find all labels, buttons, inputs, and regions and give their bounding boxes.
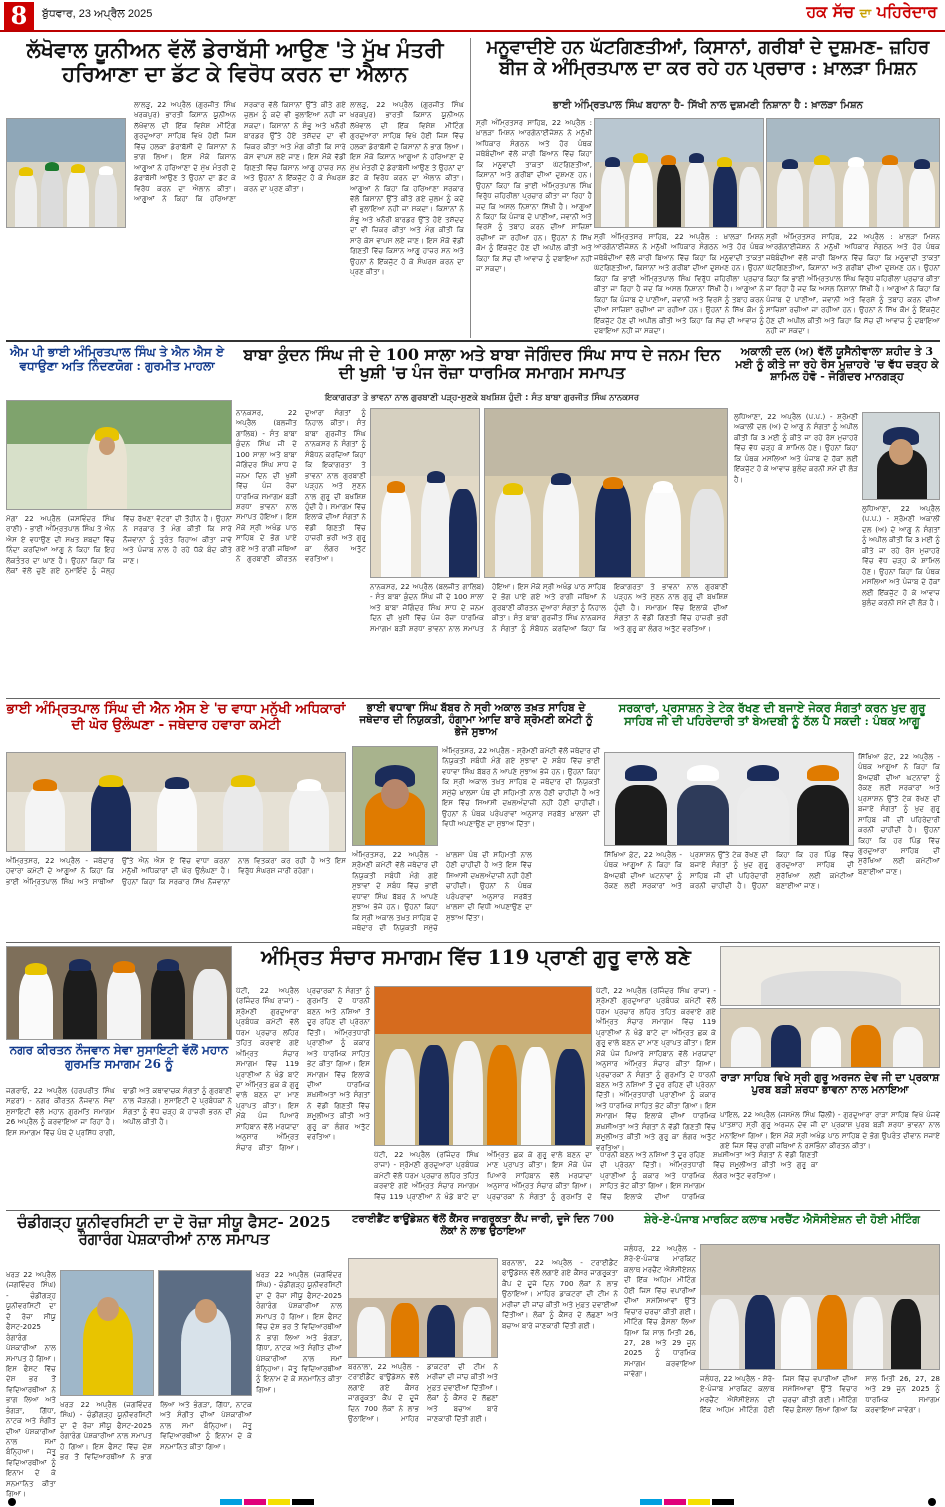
color-swatch (268, 1499, 290, 1505)
color-swatch (292, 1499, 314, 1505)
color-swatch (220, 1499, 242, 1505)
masthead (0, 0, 945, 32)
brand-part3: ਪਹਿਰੇਦਾਰ (876, 2, 937, 21)
article-12-body-bottom: ਖਰੜ 22 ਅਪ੍ਰੈਲ (ਜਗਵਿੰਦਰ ਸਿੰਘ) - ਚੰਡੀਗੜ੍ਹ ਯੂਨੀਵਰਸਿਟੀ ਦਾ ਦੋ ਰੋਜ਼ਾ ਸੀਯੂ ਫੈਸਟ-2025 ਰੰਗਾਰੰਗ ਪੇਸ਼ਕਾਰੀਆਂ ਨਾਲ ਸਮਾਪਤ ਹੋ ਗਿਆ। ਇਸ ਫੈਸਟ ਵਿੱਚ ਦੇਸ਼ ਭਰ ਤੋਂ ਵਿਦਿਆਰਥੀਆਂ ਨੇ ਭਾਗ ਲਿਆ ਅਤੇ ਭੰਗੜਾ, ਗਿੱਧਾ, ਨਾਟਕ ਅਤੇ ਸੰਗੀਤ ਦੀਆਂ ਪੇਸ਼ਕਾਰੀਆਂ ਨਾਲ ਸਮਾਂ ਬੰਨ੍ਹਿਆ। ਜੇਤੂ ਵਿਦਿਆਰਥੀਆਂ ਨੂੰ ਇਨਾਮ ਦੇ ਕੇ ਸਨਮਾਨਿਤ ਕੀਤਾ ਗਿਆ। (60, 1400, 252, 1462)
article-4-photo-1 (370, 408, 480, 578)
article-11-body: ਪਾਇਲ, 22 ਅਪ੍ਰੈਲ (ਜਸਮੇਲ ਸਿੰਘ ਚਿੱਲੀ) - ਗੁਰਦੁਆਰਾ ਰਾੜਾ ਸਾਹਿਬ ਵਿਖੇ ਪੰਜਵੇਂ ਪਾਤਸ਼ਾਹ ਸ੍ਰੀ ਗੁਰੂ ਅਰਜਨ ਦੇਵ ਜੀ ਦਾ ਪ੍ਰਕਾਸ਼ ਪੁਰਬ ਬੜੀ ਸ਼ਰਧਾ ਭਾਵਨਾ ਨਾਲ ਮਨਾਇਆ ਗਿਆ। ਇਸ ਮੌਕੇ ਸ੍ਰੀ ਅਖੰਡ ਪਾਠ ਸਾਹਿਬ ਦੇ ਭੋਗ ਉਪਰੰਤ ਦੀਵਾਨ ਸਜਾਏ ਗਏ ਜਿਸ ਵਿੱਚ ਰਾਗੀ ਜਥਿਆਂ ਨੇ ਰਸਭਿੰਨਾ ਕੀਰਤਨ ਕੀਤਾ। (720, 1110, 940, 1151)
article-6-headline-box (6, 702, 346, 748)
section-divider (6, 1210, 940, 1211)
article-5-headline: ਅਕਾਲੀ ਦਲ (ਅ) ਵੱਲੋਂ ਯੂਸੈਨੀਵਾਲਾ ਸ਼ਹੀਦ ਤੇ 3 ਮਈ ਨੂੰ ਕੀਤੇ ਜਾ ਰਹੇ ਰੋਸ ਮੁਜ਼ਾਹਰੇ 'ਚ ਵੱਧ ਚੜ੍ਹ ਕੇ ਸ਼ਾਮਿਲ ਹੋਵੋ - ਜੋਗਿੰਦਰ ਮਾਨਗੜ੍ਹ (735, 345, 939, 384)
article-11-photo-2 (720, 1008, 940, 1068)
article-2-body-mid: ਸ੍ਰੀ ਅੰਮ੍ਰਿਤਸਰ ਸਾਹਿਬ, 22 ਅਪ੍ਰੈਲ : ਖ਼ਾਲੜਾ ਮਿਸ਼ਨ ਆਰਗੇਨਾਈਜੇਸ਼ਨ ਨੇ ਮਨੁੱਖੀ ਅਧਿਕਾਰ ਸੰਗਠਨ ਅਤੇ ਹੋਰ ਪੰਥਕ ਜਥੇਬੰਦੀਆਂ ਵੱਲੋਂ ਜਾਰੀ ਬਿਆਨ ਵਿੱਚ ਕਿਹਾ ਕਿ ਮਨੂਵਾਦੀ ਤਾਕਤਾਂ ਘੱਟਗਿਣਤੀਆਂ, ਕਿਸਾਨਾਂ ਅਤੇ ਗਰੀਬਾਂ ਦੀਆਂ ਦੁਸ਼ਮਣ ਹਨ। ਉਹਨਾਂ ਕਿਹਾ ਕਿ ਭਾਈ ਅੰਮ੍ਰਿਤਪਾਲ ਸਿੰਘ ਵਿਰੁੱਧ ਜ਼ਹਿਰੀਲਾ ਪ੍ਰਚਾਰ ਕੀਤਾ ਜਾ ਰਿਹਾ ਹੈ ਜਦ ਕਿ ਅਸਲ ਨਿਸ਼ਾਨਾ ਸਿੱਖੀ ਹੈ। ਆਗੂਆਂ ਨੇ ਕਿਹਾ ਕਿ ਪੰਜਾਬ ਦੇ ਪਾਣੀਆਂ, ਜਵਾਨੀ ਅਤੇ ਵਿਰਸੇ ਨੂੰ ਤਬਾਹ ਕਰਨ ਦੀਆਂ ਸਾਜ਼ਿਸ਼ਾਂ ਰਚੀਆਂ ਜਾ ਰਹੀਆਂ ਹਨ। ਉਹਨਾਂ ਨੇ ਸਿੱਖ ਕੌਮ ਨੂੰ ਇੱਕਜੁੱਟ ਹੋਣ ਦੀ ਅਪੀਲ ਕੀਤੀ ਅਤੇ ਕਿਹਾ ਕਿ ਸੱਚ ਦੀ ਆਵਾਜ਼ ਨੂੰ ਦਬਾਇਆ ਨਹੀਂ ਜਾ ਸਕਦਾ। (594, 232, 764, 335)
article-1-headline-box (6, 38, 464, 100)
article-5-body-cont: ਲੁਧਿਆਣਾ, 22 ਅਪ੍ਰੈਲ (ਪ.ਪ.) - ਸ਼੍ਰੋਮਣੀ ਅਕਾਲੀ ਦਲ (ਅ) ਦੇ ਆਗੂ ਨੇ ਸੰਗਤਾਂ ਨੂੰ ਅਪੀਲ ਕੀਤੀ ਕਿ 3 ਮਈ ਨੂੰ ਕੀਤੇ ਜਾ ਰਹੇ ਰੋਸ ਮੁਜ਼ਾਹਰੇ ਵਿੱਚ ਵੱਧ ਚੜ੍ਹ ਕੇ ਸ਼ਾਮਿਲ ਹੋਣ। ਉਹਨਾਂ ਕਿਹਾ ਕਿ ਪੰਥਕ ਮਸਲਿਆਂ ਅਤੇ ਪੰਜਾਬ ਦੇ ਹੱਕਾਂ ਲਈ ਇੱਕਜੁੱਟ ਹੋ ਕੇ ਆਵਾਜ਼ ਬੁਲੰਦ ਕਰਨੀ ਸਮੇਂ ਦੀ ਲੋੜ ਹੈ। (862, 504, 940, 607)
article-10-headline-box (6, 1044, 232, 1084)
brand-part1: ਹਕ ਸੱਚ (806, 2, 855, 21)
article-3-headline-box (6, 346, 228, 398)
article-4-body-bottom: ਨਾਨਕਸਰ, 22 ਅਪ੍ਰੈਲ (ਬਲਜੀਤ ਗਾਲਿਬ) - ਸੰਤ ਬਾਬਾ ਕੁੰਦਨ ਸਿੰਘ ਜੀ ਦੇ 100 ਸਾਲਾ ਅਤੇ ਬਾਬਾ ਜੋਗਿੰਦਰ ਸਿੰਘ ਸਾਧ ਦੇ ਜਨਮ ਦਿਨ ਦੀ ਖੁਸ਼ੀ ਵਿੱਚ ਪੰਜ ਰੋਜ਼ਾ ਧਾਰਮਿਕ ਸਮਾਗਮ ਬੜੀ ਸ਼ਰਧਾ ਭਾਵਨਾ ਨਾਲ ਸਮਾਪਤ ਹੋਇਆ। ਇਸ ਮੌਕੇ ਸ੍ਰੀ ਅਖੰਡ ਪਾਠ ਸਾਹਿਬ ਦੇ ਭੋਗ ਪਾਏ ਗਏ ਅਤੇ ਰਾਗੀ ਜਥਿਆਂ ਨੇ ਗੁਰਬਾਣੀ ਕੀਰਤਨ ਦੁਆਰਾ ਸੰਗਤਾਂ ਨੂੰ ਨਿਹਾਲ ਕੀਤਾ। ਸੰਤ ਬਾਬਾ ਗੁਰਜੀਤ ਸਿੰਘ ਨਾਨਕਸਰ ਨੇ ਸੰਗਤਾਂ ਨੂੰ ਸੰਬੋਧਨ ਕਰਦਿਆਂ ਕਿਹਾ ਕਿ ਇਕਾਗਰਤਾ ਤੇ ਭਾਵਨਾ ਨਾਲ ਗੁਰਬਾਣੀ ਪੜ੍ਹਨ ਅਤੇ ਸੁਣਨ ਨਾਲ ਗੁਰੂ ਦੀ ਬਖਸ਼ਿਸ਼ ਹੁੰਦੀ ਹੈ। ਸਮਾਗਮ ਵਿੱਚ ਇਲਾਕੇ ਦੀਆਂ ਸੰਗਤਾਂ ਨੇ ਵੱਡੀ ਗਿਣਤੀ ਵਿੱਚ ਹਾਜ਼ਰੀ ਭਰੀ ਅਤੇ ਗੁਰੂ ਕਾ ਲੰਗਰ ਅਤੁੱਟ ਵਰਤਿਆ। (370, 582, 728, 633)
article-10-photo (6, 946, 232, 1040)
color-swatch (688, 1499, 710, 1505)
article-1-body-cont: ਲਾਲੜੂ, 22 ਅਪ੍ਰੈਲ (ਗੁਰਜੀਤ ਸਿੰਘ ਖਰਕਪੁਰ) ਭਾਰਤੀ ਕਿਸਾਨ ਯੂਨੀਅਨ ਲੱਖੋਵਾਲ ਦੀ ਇੱਕ ਵਿਸ਼ੇਸ਼ ਮੀਟਿੰਗ ਗੁਰਦੁਆਰਾ ਸਾਹਿਬ ਵਿਖੇ ਹੋਈ ਜਿਸ ਵਿੱਚ ਹਲਕਾ ਡੇਰਾਬੱਸੀ ਦੇ ਕਿਸਾਨਾਂ ਨੇ ਭਾਗ ਲਿਆ। ਇਸ ਮੌਕੇ ਕਿਸਾਨ ਆਗੂਆਂ ਨੇ ਹਰਿਆਣਾ ਦੇ ਮੁੱਖ ਮੰਤਰੀ ਦੇ ਡੇਰਾਬੱਸੀ ਆਉਣ ਤੇ ਉਹਨਾਂ ਦਾ ਡੱਟ ਕੇ ਵਿਰੋਧ ਕਰਨ ਦਾ ਐਲਾਨ ਕੀਤਾ। ਆਗੂਆਂ ਨੇ ਕਿਹਾ ਕਿ ਹਰਿਆਣਾ ਸਰਕਾਰ ਵੱਲੋਂ ਕਿਸਾਨਾਂ ਉੱਤੇ ਕੀਤੇ ਗਏ ਜ਼ੁਲਮ ਨੂੰ ਕਦੇ ਵੀ ਭੁਲਾਇਆ ਨਹੀਂ ਜਾ ਸਕਦਾ। ਕਿਸਾਨਾਂ ਨੇ ਸ਼ੰਭੂ ਅਤੇ ਖਨੌਰੀ ਬਾਰਡਰ ਉੱਤੇ ਹੋਏ ਤਸ਼ੱਦਦ ਦਾ ਵੀ ਜ਼ਿਕਰ ਕੀਤਾ ਅਤੇ ਮੰਗ ਕੀਤੀ ਕਿ ਸਾਰੇ ਕੇਸ ਵਾਪਸ ਲਏ ਜਾਣ। ਇਸ ਮੌਕੇ ਵੱਡੀ ਗਿਣਤੀ ਵਿੱਚ ਕਿਸਾਨ ਆਗੂ ਹਾਜ਼ਰ ਸਨ ਅਤੇ ਉਹਨਾਂ ਨੇ ਇੱਕਜੁੱਟ ਹੋ ਕੇ ਸੰਘਰਸ਼ ਕਰਨ ਦਾ ਪ੍ਰਣ ਕੀਤਾ। (350, 100, 464, 276)
article-12-photo-2 (158, 1270, 252, 1396)
article-5-photo (862, 412, 940, 500)
article-9-body-left: ਪੱਟੀ, 22 ਅਪ੍ਰੈਲ (ਰਜਿੰਦਰ ਸਿੰਘ ਰਾਜਾ) - ਸ਼੍ਰੋਮਣੀ ਗੁਰਦੁਆਰਾ ਪ੍ਰਬੰਧਕ ਕਮੇਟੀ ਵੱਲੋਂ ਧਰਮ ਪ੍ਰਚਾਰ ਲਹਿਰ ਤਹਿਤ ਕਰਵਾਏ ਗਏ ਅੰਮ੍ਰਿਤ ਸੰਚਾਰ ਸਮਾਗਮ ਵਿੱਚ 119 ਪ੍ਰਾਣੀਆਂ ਨੇ ਖੰਡੇ ਬਾਟੇ ਦਾ ਅੰਮ੍ਰਿਤ ਛਕ ਕੇ ਗੁਰੂ ਵਾਲੇ ਬਣਨ ਦਾ ਮਾਣ ਪ੍ਰਾਪਤ ਕੀਤਾ। ਇਸ ਮੌਕੇ ਪੰਜ ਪਿਆਰੇ ਸਾਹਿਬਾਨ ਵੱਲੋਂ ਮਰਯਾਦਾ ਅਨੁਸਾਰ ਅੰਮ੍ਰਿਤ ਸੰਚਾਰ ਕੀਤਾ ਗਿਆ। ਪ੍ਰਚਾਰਕਾਂ ਨੇ ਸੰਗਤਾਂ ਨੂੰ ਗੁਰਮਤਿ ਦੇ ਧਾਰਨੀ ਬਣਨ ਅਤੇ ਨਸ਼ਿਆਂ ਤੋਂ ਦੂਰ ਰਹਿਣ ਦੀ ਪ੍ਰੇਰਨਾ ਦਿੱਤੀ। ਅੰਮ੍ਰਿਤਧਾਰੀ ਪ੍ਰਾਣੀਆਂ ਨੂੰ ਕਕਾਰ ਅਤੇ ਧਾਰਮਿਕ ਸਾਹਿਤ ਭੇਟ ਕੀਤਾ ਗਿਆ। ਇਸ ਸਮਾਗਮ ਵਿੱਚ ਇਲਾਕੇ ਦੀਆਂ ਧਾਰਮਿਕ ਸ਼ਖ਼ਸੀਅਤਾਂ ਅਤੇ ਸੰਗਤਾਂ ਨੇ ਵੱਡੀ ਗਿਣਤੀ ਵਿੱਚ ਸ਼ਮੂਲੀਅਤ ਕੀਤੀ ਅਤੇ ਗੁਰੂ ਕਾ ਲੰਗਰ ਅਤੁੱਟ ਵਰਤਿਆ। (236, 986, 370, 1152)
article-1-body: ਲਾਲੜੂ, 22 ਅਪ੍ਰੈਲ (ਗੁਰਜੀਤ ਸਿੰਘ ਖਰਕਪੁਰ) ਭਾਰਤੀ ਕਿਸਾਨ ਯੂਨੀਅਨ ਲੱਖੋਵਾਲ ਦੀ ਇੱਕ ਵਿਸ਼ੇਸ਼ ਮੀਟਿੰਗ ਗੁਰਦੁਆਰਾ ਸਾਹਿਬ ਵਿਖੇ ਹੋਈ ਜਿਸ ਵਿੱਚ ਹਲਕਾ ਡੇਰਾਬੱਸੀ ਦੇ ਕਿਸਾਨਾਂ ਨੇ ਭਾਗ ਲਿਆ। ਇਸ ਮੌਕੇ ਕਿਸਾਨ ਆਗੂਆਂ ਨੇ ਹਰਿਆਣਾ ਦੇ ਮੁੱਖ ਮੰਤਰੀ ਦੇ ਡੇਰਾਬੱਸੀ ਆਉਣ ਤੇ ਉਹਨਾਂ ਦਾ ਡੱਟ ਕੇ ਵਿਰੋਧ ਕਰਨ ਦਾ ਐਲਾਨ ਕੀਤਾ। ਆਗੂਆਂ ਨੇ ਕਿਹਾ ਕਿ ਹਰਿਆਣਾ ਸਰਕਾਰ ਵੱਲੋਂ ਕਿਸਾਨਾਂ ਉੱਤੇ ਕੀਤੇ ਗਏ ਜ਼ੁਲਮ ਨੂੰ ਕਦੇ ਵੀ ਭੁਲਾਇਆ ਨਹੀਂ ਜਾ ਸਕਦਾ। ਕਿਸਾਨਾਂ ਨੇ ਸ਼ੰਭੂ ਅਤੇ ਖਨੌਰੀ ਬਾਰਡਰ ਉੱਤੇ ਹੋਏ ਤਸ਼ੱਦਦ ਦਾ ਵੀ ਜ਼ਿਕਰ ਕੀਤਾ ਅਤੇ ਮੰਗ ਕੀਤੀ ਕਿ ਸਾਰੇ ਕੇਸ ਵਾਪਸ ਲਏ ਜਾਣ। ਇਸ ਮੌਕੇ ਵੱਡੀ ਗਿਣਤੀ ਵਿੱਚ ਕਿਸਾਨ ਆਗੂ ਹਾਜ਼ਰ ਸਨ ਅਤੇ ਉਹਨਾਂ ਨੇ ਇੱਕਜੁੱਟ ਹੋ ਕੇ ਸੰਘਰਸ਼ ਕਰਨ ਦਾ ਪ੍ਰਣ ਕੀਤਾ। (134, 100, 346, 203)
article-2-photo-2 (766, 118, 940, 228)
article-7-body-left: ਅੰਮ੍ਰਿਤਸਰ, 22 ਅਪ੍ਰੈਲ - ਸ਼੍ਰੋਮਣੀ ਕਮੇਟੀ ਵੱਲੋਂ ਜਥੇਦਾਰ ਦੀ ਨਿਯੁਕਤੀ ਸਬੰਧੀ ਮੰਗੇ ਗਏ ਸੁਝਾਵਾਂ ਦੇ ਸਬੰਧ ਵਿੱਚ ਭਾਈ ਵਧਾਵਾ ਸਿੰਘ ਬੱਬਰ ਨੇ ਆਪਣੇ ਸੁਝਾਅ ਭੇਜੇ ਹਨ। ਉਹਨਾਂ ਕਿਹਾ ਕਿ ਸ੍ਰੀ ਅਕਾਲ ਤਖ਼ਤ ਸਾਹਿਬ ਦੇ ਜਥੇਦਾਰ ਦੀ ਨਿਯੁਕਤੀ ਸਮੁੱਚੇ ਖ਼ਾਲਸਾ ਪੰਥ ਦੀ ਸਹਿਮਤੀ ਨਾਲ ਹੋਣੀ ਚਾਹੀਦੀ ਹੈ ਅਤੇ ਇਸ ਵਿੱਚ ਸਿਆਸੀ ਦਖ਼ਲਅੰਦਾਜ਼ੀ ਨਹੀਂ ਹੋਣੀ ਚਾਹੀਦੀ। ਉਹਨਾਂ ਨੇ ਪੰਥਕ ਪਰੰਪਰਾਵਾਂ ਅਨੁਸਾਰ ਸਰਬੱਤ ਖ਼ਾਲਸਾ ਦੀ ਵਿਧੀ ਅਪਣਾਉਣ ਦਾ ਸੁਝਾਅ ਦਿੱਤਾ। (352, 850, 532, 933)
article-12-photo-1 (60, 1270, 154, 1396)
article-7-body-right: ਅੰਮ੍ਰਿਤਸਰ, 22 ਅਪ੍ਰੈਲ - ਸ਼੍ਰੋਮਣੀ ਕਮੇਟੀ ਵੱਲੋਂ ਜਥੇਦਾਰ ਦੀ ਨਿਯੁਕਤੀ ਸਬੰਧੀ ਮੰਗੇ ਗਏ ਸੁਝਾਵਾਂ ਦੇ ਸਬੰਧ ਵਿੱਚ ਭਾਈ ਵਧਾਵਾ ਸਿੰਘ ਬੱਬਰ ਨੇ ਆਪਣੇ ਸੁਝਾਅ ਭੇਜੇ ਹਨ। ਉਹਨਾਂ ਕਿਹਾ ਕਿ ਸ੍ਰੀ ਅਕਾਲ ਤਖ਼ਤ ਸਾਹਿਬ ਦੇ ਜਥੇਦਾਰ ਦੀ ਨਿਯੁਕਤੀ ਸਮੁੱਚੇ ਖ਼ਾਲਸਾ ਪੰਥ ਦੀ ਸਹਿਮਤੀ ਨਾਲ ਹੋਣੀ ਚਾਹੀਦੀ ਹੈ ਅਤੇ ਇਸ ਵਿੱਚ ਸਿਆਸੀ ਦਖ਼ਲਅੰਦਾਜ਼ੀ ਨਹੀਂ ਹੋਣੀ ਚਾਹੀਦੀ। ਉਹਨਾਂ ਨੇ ਪੰਥਕ ਪਰੰਪਰਾਵਾਂ ਅਨੁਸਾਰ ਸਰਬੱਤ ਖ਼ਾਲਸਾ ਦੀ ਵਿਧੀ ਅਪਣਾਉਣ ਦਾ ਸੁਝਾਅ ਦਿੱਤਾ। (442, 746, 600, 829)
print-registration-marks (0, 1497, 945, 1507)
brand-part2: ਦਾ (859, 6, 872, 20)
article-7-headline: ਭਾਈ ਵਧਾਵਾ ਸਿੰਘ ਬੱਬਰ ਨੇ ਸ੍ਰੀ ਅਕਾਲ ਤਖ਼ਤ ਸਾਹਿਬ ਦੇ ਜਥੇਦਾਰ ਦੀ ਨਿਯੁਕਤੀ, ਹੰਗਾਮਾ ਆਦਿ ਬਾਰੇ ਸ਼੍ਰੋਮਣੀ ਕਮੇਟੀ ਨੂੰ ਭੇਜੇ ਸੁਝਾਅ (359, 702, 593, 739)
article-8-body-right: ਸਿੱਖਿਆ ਫ਼ੇਟ, 22 ਅਪ੍ਰੈਲ - ਪੰਥਕ ਆਗੂਆਂ ਨੇ ਕਿਹਾ ਕਿ ਬੇਅਦਬੀ ਦੀਆਂ ਘਟਨਾਵਾਂ ਨੂੰ ਰੋਕਣ ਲਈ ਸਰਕਾਰਾਂ ਅਤੇ ਪ੍ਰਸਾਸ਼ਨ ਉੱਤੇ ਟੇਕ ਰੱਖਣ ਦੀ ਬਜਾਏ ਸੰਗਤਾਂ ਨੂੰ ਖੁਦ ਗੁਰੂ ਸਾਹਿਬ ਜੀ ਦੀ ਪਹਿਰੇਦਾਰੀ ਕਰਨੀ ਚਾਹੀਦੀ ਹੈ। ਉਹਨਾਂ ਕਿਹਾ ਕਿ ਹਰ ਪਿੰਡ ਵਿੱਚ ਗੁਰਦੁਆਰਾ ਸਾਹਿਬ ਦੀ ਸੁਰੱਖਿਆ ਲਈ ਕਮੇਟੀਆਂ ਬਣਾਈਆਂ ਜਾਣ। (858, 752, 940, 876)
page-date: ਬੁੱਧਵਾਰ, 23 ਅਪ੍ਰੈਲ 2025 (42, 8, 153, 20)
article-14-photo (700, 1244, 940, 1370)
article-4-headline-box (236, 346, 728, 392)
color-swatch (712, 1499, 734, 1505)
article-8-headline-box (604, 702, 940, 748)
article-2-subhead: ਭਾਈ ਅੰਮ੍ਰਿਤਪਾਲ ਸਿੰਘ ਬਹਾਨਾ ਹੈ- ਸਿੱਖੀ ਨਾਲ ਦੁਸ਼ਮਣੀ ਨਿਸ਼ਾਨਾ ਹੈ : ਖ਼ਾਲੜਾ ਮਿਸ਼ਨ (553, 100, 863, 111)
article-2-headline-box (476, 38, 940, 100)
color-swatch (640, 1499, 662, 1505)
article-2-body-left: ਸ੍ਰੀ ਅੰਮ੍ਰਿਤਸਰ ਸਾਹਿਬ, 22 ਅਪ੍ਰੈਲ : ਖ਼ਾਲੜਾ ਮਿਸ਼ਨ ਆਰਗੇਨਾਈਜੇਸ਼ਨ ਨੇ ਮਨੁੱਖੀ ਅਧਿਕਾਰ ਸੰਗਠਨ ਅਤੇ ਹੋਰ ਪੰਥਕ ਜਥੇਬੰਦੀਆਂ ਵੱਲੋਂ ਜਾਰੀ ਬਿਆਨ ਵਿੱਚ ਕਿਹਾ ਕਿ ਮਨੂਵਾਦੀ ਤਾਕਤਾਂ ਘੱਟਗਿਣਤੀਆਂ, ਕਿਸਾਨਾਂ ਅਤੇ ਗਰੀਬਾਂ ਦੀਆਂ ਦੁਸ਼ਮਣ ਹਨ। ਉਹਨਾਂ ਕਿਹਾ ਕਿ ਭਾਈ ਅੰਮ੍ਰਿਤਪਾਲ ਸਿੰਘ ਵਿਰੁੱਧ ਜ਼ਹਿਰੀਲਾ ਪ੍ਰਚਾਰ ਕੀਤਾ ਜਾ ਰਿਹਾ ਹੈ ਜਦ ਕਿ ਅਸਲ ਨਿਸ਼ਾਨਾ ਸਿੱਖੀ ਹੈ। ਆਗੂਆਂ ਨੇ ਕਿਹਾ ਕਿ ਪੰਜਾਬ ਦੇ ਪਾਣੀਆਂ, ਜਵਾਨੀ ਅਤੇ ਵਿਰਸੇ ਨੂੰ ਤਬਾਹ ਕਰਨ ਦੀਆਂ ਸਾਜ਼ਿਸ਼ਾਂ ਰਚੀਆਂ ਜਾ ਰਹੀਆਂ ਹਨ। ਉਹਨਾਂ ਨੇ ਸਿੱਖ ਕੌਮ ਨੂੰ ਇੱਕਜੁੱਟ ਹੋਣ ਦੀ ਅਪੀਲ ਕੀਤੀ ਅਤੇ ਕਿਹਾ ਕਿ ਸੱਚ ਦੀ ਆਵਾਜ਼ ਨੂੰ ਦਬਾਇਆ ਨਹੀਂ ਜਾ ਸਕਦਾ। (476, 118, 592, 274)
article-3-body: ਮੋਗਾ 22 ਅਪ੍ਰੈਲ (ਜਸਵਿੰਦਰ ਸਿੰਘ ਰਾਣੀ) - ਭਾਈ ਅੰਮ੍ਰਿਤਪਾਲ ਸਿੰਘ ਤੇ ਐਨ ਐਸ ਏ ਵਧਾਉਣ ਦੀ ਸਖ਼ਤ ਸ਼ਬਦਾਂ ਵਿੱਚ ਨਿੰਦਾ ਕਰਦਿਆਂ ਆਗੂ ਨੇ ਕਿਹਾ ਕਿ ਇਹ ਲੋਕਤੰਤਰ ਦਾ ਘਾਣ ਹੈ। ਉਹਨਾਂ ਕਿਹਾ ਕਿ ਲੋਕਾਂ ਵੱਲੋਂ ਚੁਣੇ ਗਏ ਨੁਮਾਇੰਦੇ ਨੂੰ ਜੇਲ੍ਹ ਵਿੱਚ ਰੱਖਣਾ ਵੋਟਰਾਂ ਦੀ ਤੌਹੀਨ ਹੈ। ਉਹਨਾਂ ਨੇ ਸਰਕਾਰ ਤੋਂ ਮੰਗ ਕੀਤੀ ਕਿ ਸਾਰੇ ਨੌਜਵਾਨਾਂ ਨੂੰ ਤੁਰੰਤ ਰਿਹਾਅ ਕੀਤਾ ਜਾਵੇ ਅਤੇ ਪੰਜਾਬ ਨਾਲ ਹੋ ਰਹੇ ਧੱਕੇ ਬੰਦ ਕੀਤੇ ਜਾਣ। (6, 514, 232, 576)
article-13-body-right: ਬਰਨਾਲਾ, 22 ਅਪ੍ਰੈਲ - ਟਰਾਈਡੈਂਟ ਫਾਊਂਡੇਸ਼ਨ ਵੱਲੋਂ ਲਗਾਏ ਗਏ ਕੈਂਸਰ ਜਾਗਰੂਕਤਾ ਕੈਂਪ ਦੇ ਦੂਜੇ ਦਿਨ 700 ਲੋਕਾਂ ਨੇ ਲਾਭ ਉਠਾਇਆ। ਮਾਹਿਰ ਡਾਕਟਰਾਂ ਦੀ ਟੀਮ ਨੇ ਮਰੀਜ਼ਾਂ ਦੀ ਜਾਂਚ ਕੀਤੀ ਅਤੇ ਮੁਫ਼ਤ ਦਵਾਈਆਂ ਦਿੱਤੀਆਂ। ਲੋਕਾਂ ਨੂੰ ਕੈਂਸਰ ਦੇ ਲੱਛਣਾਂ ਅਤੇ ਬਚਾਅ ਬਾਰੇ ਜਾਣਕਾਰੀ ਦਿੱਤੀ ਗਈ। (502, 1258, 618, 1330)
article-10-body: ਜਗਰਾਓਂ, 22 ਅਪ੍ਰੈਲ (ਹਰਪਰੀਤ ਸਿੰਘ ਸਫ਼ਰਾ) - ਨਗਰ ਕੀਰਤਨ ਨੌਜਵਾਨ ਸੇਵਾ ਸੁਸਾਇਟੀ ਵੱਲੋਂ ਮਹਾਨ ਗੁਰਮਤਿ ਸਮਾਗਮ 26 ਅਪ੍ਰੈਲ ਨੂੰ ਕਰਵਾਇਆ ਜਾ ਰਿਹਾ ਹੈ। ਇਸ ਸਮਾਗਮ ਵਿੱਚ ਪੰਥ ਦੇ ਪ੍ਰਸਿੱਧ ਰਾਗੀ, ਢਾਡੀ ਅਤੇ ਕਥਾਵਾਚਕ ਸੰਗਤਾਂ ਨੂੰ ਗੁਰਬਾਣੀ ਨਾਲ ਜੋੜਨਗੇ। ਸੁਸਾਇਟੀ ਦੇ ਪ੍ਰਬੰਧਕਾਂ ਨੇ ਸੰਗਤਾਂ ਨੂੰ ਵੱਧ ਚੜ੍ਹ ਕੇ ਹਾਜ਼ਰੀ ਭਰਨ ਦੀ ਅਪੀਲ ਕੀਤੀ ਹੈ। (6, 1086, 232, 1137)
article-13-headline: ਟਰਾਈਡੈਂਟ ਫਾਊਂਡੇਸ਼ਨ ਵੱਲੋਂ ਕੈਂਸਰ ਜਾਗਰੂਕਤਾ ਕੈਂਪ ਜਾਰੀ, ਦੂਜੇ ਦਿਨ 700 ਲੋਕਾਂ ਨੇ ਲਾਭ ਉਠਾਇਆ (352, 1214, 614, 1237)
article-8-photos (604, 752, 854, 846)
color-swatch (664, 1499, 686, 1505)
article-2-headline: ਮਨੂਵਾਦੀਏ ਹਨ ਘੱਟਗਿਣਤੀਆਂ, ਕਿਸਾਨਾਂ, ਗਰੀਬਾਂ ਦੇ ਦੁਸ਼ਮਣ- ਜ਼ਹਿਰ ਬੀਜ ਕੇ ਅੰਮ੍ਰਿਤਪਾਲ ਦਾ ਕਰ ਰਹੇ ਹਨ ਪ੍ਰਚਾਰ : ਖ਼ਾਲੜਾ ਮਿਸ਼ਨ (486, 37, 930, 79)
article-6-headline: ਭਾਈ ਅੰਮ੍ਰਿਤਪਾਲ ਸਿੰਘ ਦੀ ਐਨ ਐਸ ਏ 'ਚ ਵਾਧਾ ਮਨੁੱਖੀ ਅਧਿਕਾਰਾਂ ਦੀ ਘੋਰ ਉਲੰਘਣਾ - ਜਥੇਦਾਰ ਹਵਾਰਾ ਕਮੇਟੀ (6, 701, 346, 733)
registration-mark (928, 1498, 936, 1506)
article-10-headline: ਨਗਰ ਕੀਰਤਨ ਨੌਜਵਾਨ ਸੇਵਾ ਸੁਸਾਇਟੀ ਵੱਲੋਂ ਮਹਾਨ ਗੁਰਮਤਿ ਸਮਾਗਮ 26 ਨੂੰ (9, 1043, 229, 1071)
newspaper-logo (806, 2, 937, 22)
section-divider (6, 698, 940, 699)
article-11-photo-1 (720, 946, 940, 1006)
article-4-body-left: ਨਾਨਕਸਰ, 22 ਅਪ੍ਰੈਲ (ਬਲਜੀਤ ਗਾਲਿਬ) - ਸੰਤ ਬਾਬਾ ਕੁੰਦਨ ਸਿੰਘ ਜੀ ਦੇ 100 ਸਾਲਾ ਅਤੇ ਬਾਬਾ ਜੋਗਿੰਦਰ ਸਿੰਘ ਸਾਧ ਦੇ ਜਨਮ ਦਿਨ ਦੀ ਖੁਸ਼ੀ ਵਿੱਚ ਪੰਜ ਰੋਜ਼ਾ ਧਾਰਮਿਕ ਸਮਾਗਮ ਬੜੀ ਸ਼ਰਧਾ ਭਾਵਨਾ ਨਾਲ ਸਮਾਪਤ ਹੋਇਆ। ਇਸ ਮੌਕੇ ਸ੍ਰੀ ਅਖੰਡ ਪਾਠ ਸਾਹਿਬ ਦੇ ਭੋਗ ਪਾਏ ਗਏ ਅਤੇ ਰਾਗੀ ਜਥਿਆਂ ਨੇ ਗੁਰਬਾਣੀ ਕੀਰਤਨ ਦੁਆਰਾ ਸੰਗਤਾਂ ਨੂੰ ਨਿਹਾਲ ਕੀਤਾ। ਸੰਤ ਬਾਬਾ ਗੁਰਜੀਤ ਸਿੰਘ ਨਾਨਕਸਰ ਨੇ ਸੰਗਤਾਂ ਨੂੰ ਸੰਬੋਧਨ ਕਰਦਿਆਂ ਕਿਹਾ ਕਿ ਇਕਾਗਰਤਾ ਤੇ ਭਾਵਨਾ ਨਾਲ ਗੁਰਬਾਣੀ ਪੜ੍ਹਨ ਅਤੇ ਸੁਣਨ ਨਾਲ ਗੁਰੂ ਦੀ ਬਖਸ਼ਿਸ਼ ਹੁੰਦੀ ਹੈ। ਸਮਾਗਮ ਵਿੱਚ ਇਲਾਕੇ ਦੀਆਂ ਸੰਗਤਾਂ ਨੇ ਵੱਡੀ ਗਿਣਤੀ ਵਿੱਚ ਹਾਜ਼ਰੀ ਭਰੀ ਅਤੇ ਗੁਰੂ ਕਾ ਲੰਗਰ ਅਤੁੱਟ ਵਰਤਿਆ। (236, 408, 366, 564)
article-9-body-right: ਪੱਟੀ, 22 ਅਪ੍ਰੈਲ (ਰਜਿੰਦਰ ਸਿੰਘ ਰਾਜਾ) - ਸ਼੍ਰੋਮਣੀ ਗੁਰਦੁਆਰਾ ਪ੍ਰਬੰਧਕ ਕਮੇਟੀ ਵੱਲੋਂ ਧਰਮ ਪ੍ਰਚਾਰ ਲਹਿਰ ਤਹਿਤ ਕਰਵਾਏ ਗਏ ਅੰਮ੍ਰਿਤ ਸੰਚਾਰ ਸਮਾਗਮ ਵਿੱਚ 119 ਪ੍ਰਾਣੀਆਂ ਨੇ ਖੰਡੇ ਬਾਟੇ ਦਾ ਅੰਮ੍ਰਿਤ ਛਕ ਕੇ ਗੁਰੂ ਵਾਲੇ ਬਣਨ ਦਾ ਮਾਣ ਪ੍ਰਾਪਤ ਕੀਤਾ। ਇਸ ਮੌਕੇ ਪੰਜ ਪਿਆਰੇ ਸਾਹਿਬਾਨ ਵੱਲੋਂ ਮਰਯਾਦਾ ਅਨੁਸਾਰ ਅੰਮ੍ਰਿਤ ਸੰਚਾਰ ਕੀਤਾ ਗਿਆ। ਪ੍ਰਚਾਰਕਾਂ ਨੇ ਸੰਗਤਾਂ ਨੂੰ ਗੁਰਮਤਿ ਦੇ ਧਾਰਨੀ ਬਣਨ ਅਤੇ ਨਸ਼ਿਆਂ ਤੋਂ ਦੂਰ ਰਹਿਣ ਦੀ ਪ੍ਰੇਰਨਾ ਦਿੱਤੀ। ਅੰਮ੍ਰਿਤਧਾਰੀ ਪ੍ਰਾਣੀਆਂ ਨੂੰ ਕਕਾਰ ਅਤੇ ਧਾਰਮਿਕ ਸਾਹਿਤ ਭੇਟ ਕੀਤਾ ਗਿਆ। ਇਸ ਸਮਾਗਮ ਵਿੱਚ ਇਲਾਕੇ ਦੀਆਂ ਧਾਰਮਿਕ ਸ਼ਖ਼ਸੀਅਤਾਂ ਅਤੇ ਸੰਗਤਾਂ ਨੇ ਵੱਡੀ ਗਿਣਤੀ ਵਿੱਚ ਸ਼ਮੂਲੀਅਤ ਕੀਤੀ ਅਤੇ ਗੁਰੂ ਕਾ ਲੰਗਰ ਅਤੁੱਟ ਵਰਤਿਆ। (596, 986, 716, 1152)
article-12-headline: ਚੰਡੀਗੜ੍ਹ ਯੂਨੀਵਰਸਿਟੀ ਦਾ ਦੋ ਰੋਜ਼ਾ ਸੀਯੂ ਫੈਸਟ- 2025 ਰੰਗਾਰੰਗ ਪੇਸ਼ਕਾਰੀਆਂ ਨਾਲ ਸਮਾਪਤ (17, 1213, 331, 1249)
column-divider (470, 38, 471, 338)
article-13-body-bottom: ਬਰਨਾਲਾ, 22 ਅਪ੍ਰੈਲ - ਟਰਾਈਡੈਂਟ ਫਾਊਂਡੇਸ਼ਨ ਵੱਲੋਂ ਲਗਾਏ ਗਏ ਕੈਂਸਰ ਜਾਗਰੂਕਤਾ ਕੈਂਪ ਦੇ ਦੂਜੇ ਦਿਨ 700 ਲੋਕਾਂ ਨੇ ਲਾਭ ਉਠਾਇਆ। ਮਾਹਿਰ ਡਾਕਟਰਾਂ ਦੀ ਟੀਮ ਨੇ ਮਰੀਜ਼ਾਂ ਦੀ ਜਾਂਚ ਕੀਤੀ ਅਤੇ ਮੁਫ਼ਤ ਦਵਾਈਆਂ ਦਿੱਤੀਆਂ। ਲੋਕਾਂ ਨੂੰ ਕੈਂਸਰ ਦੇ ਲੱਛਣਾਂ ਅਤੇ ਬਚਾਅ ਬਾਰੇ ਜਾਣਕਾਰੀ ਦਿੱਤੀ ਗਈ। (348, 1362, 498, 1424)
article-3-photo (6, 400, 232, 510)
article-4-headline: ਬਾਬਾ ਕੁੰਦਨ ਸਿੰਘ ਜੀ ਦੇ 100 ਸਾਲਾ ਅਤੇ ਬਾਬਾ ਜੋਗਿੰਦਰ ਸਿੰਘ ਸਾਧ ਦੇ ਜਨਮ ਦਿਨ ਦੀ ਖੁਸ਼ੀ 'ਚ ਪੰਜ ਰੋਜ਼ਾ ਧਾਰਮਿਕ ਸਮਾਗਮ ਸਮਾਪਤ (243, 345, 721, 383)
article-9-headline: ਅੰਮ੍ਰਿਤ ਸੰਚਾਰ ਸਮਾਗਮ ਵਿੱਚ 119 ਪ੍ਰਾਣੀ ਗੁਰੂ ਵਾਲੇ ਬਣੇ (261, 945, 691, 969)
article-7-headline-box (352, 702, 600, 742)
article-5-body: ਲੁਧਿਆਣਾ, 22 ਅਪ੍ਰੈਲ (ਪ.ਪ.) - ਸ਼੍ਰੋਮਣੀ ਅਕਾਲੀ ਦਲ (ਅ) ਦੇ ਆਗੂ ਨੇ ਸੰਗਤਾਂ ਨੂੰ ਅਪੀਲ ਕੀਤੀ ਕਿ 3 ਮਈ ਨੂੰ ਕੀਤੇ ਜਾ ਰਹੇ ਰੋਸ ਮੁਜ਼ਾਹਰੇ ਵਿੱਚ ਵੱਧ ਚੜ੍ਹ ਕੇ ਸ਼ਾਮਿਲ ਹੋਣ। ਉਹਨਾਂ ਕਿਹਾ ਕਿ ਪੰਥਕ ਮਸਲਿਆਂ ਅਤੇ ਪੰਜਾਬ ਦੇ ਹੱਕਾਂ ਲਈ ਇੱਕਜੁੱਟ ਹੋ ਕੇ ਆਵਾਜ਼ ਬੁਲੰਦ ਕਰਨੀ ਸਮੇਂ ਦੀ ਲੋੜ ਹੈ। (734, 412, 858, 484)
article-7-photo (352, 746, 438, 846)
article-9-headline-box (236, 946, 716, 982)
article-14-body: ਜਲੰਧਰ, 22 ਅਪ੍ਰੈਲ - ਸ਼ੇਰੇ-ਏ-ਪੰਜਾਬ ਮਾਰਕਿਟ ਕਲਾਥ ਮਰਚੈਂਟ ਐਸੋਸੀਏਸ਼ਨ ਦੀ ਇੱਕ ਅਹਿਮ ਮੀਟਿੰਗ ਹੋਈ ਜਿਸ ਵਿੱਚ ਵਪਾਰੀਆਂ ਦੀਆਂ ਸਮੱਸਿਆਵਾਂ ਉੱਤੇ ਵਿਚਾਰ ਚਰਚਾ ਕੀਤੀ ਗਈ। ਮੀਟਿੰਗ ਵਿੱਚ ਫ਼ੈਸਲਾ ਲਿਆ ਗਿਆ ਕਿ ਸਾਲ ਮਿਤੀ 26, 27, 28 ਅਤੇ 29 ਜੂਨ 2025 ਨੂੰ ਧਾਰਮਿਕ ਸਮਾਗਮ ਕਰਵਾਇਆ ਜਾਵੇਗਾ। (700, 1374, 940, 1415)
article-3-headline: ਐਮ ਪੀ ਭਾਈ ਅੰਮ੍ਰਿਤਪਾਲ ਸਿੰਘ ਤੇ ਐਨ ਐਸ ਏ ਵਧਾਉਣਾ ਅਤਿ ਨਿੰਦਣਯੋਗ : ਗੁਰਮੀਤ ਮਾਹਲਾ (10, 345, 224, 373)
article-1-headline: ਲੱਖੋਵਾਲ ਯੂਨੀਅਨ ਵੱਲੋਂ ਡੇਰਾਬੱਸੀ ਆਉਣ 'ਤੇ ਮੁੱਖ ਮੰਤਰੀ ਹਰਿਆਣਾ ਦਾ ਡੱਟ ਕੇ ਵਿਰੋਧ ਕਰਨ ਦਾ ਐਲਾਨ (26, 37, 444, 87)
article-2-body-right: ਸ੍ਰੀ ਅੰਮ੍ਰਿਤਸਰ ਸਾਹਿਬ, 22 ਅਪ੍ਰੈਲ : ਖ਼ਾਲੜਾ ਮਿਸ਼ਨ ਆਰਗੇਨਾਈਜੇਸ਼ਨ ਨੇ ਮਨੁੱਖੀ ਅਧਿਕਾਰ ਸੰਗਠਨ ਅਤੇ ਹੋਰ ਪੰਥਕ ਜਥੇਬੰਦੀਆਂ ਵੱਲੋਂ ਜਾਰੀ ਬਿਆਨ ਵਿੱਚ ਕਿਹਾ ਕਿ ਮਨੂਵਾਦੀ ਤਾਕਤਾਂ ਘੱਟਗਿਣਤੀਆਂ, ਕਿਸਾਨਾਂ ਅਤੇ ਗਰੀਬਾਂ ਦੀਆਂ ਦੁਸ਼ਮਣ ਹਨ। ਉਹਨਾਂ ਕਿਹਾ ਕਿ ਭਾਈ ਅੰਮ੍ਰਿਤਪਾਲ ਸਿੰਘ ਵਿਰੁੱਧ ਜ਼ਹਿਰੀਲਾ ਪ੍ਰਚਾਰ ਕੀਤਾ ਜਾ ਰਿਹਾ ਹੈ ਜਦ ਕਿ ਅਸਲ ਨਿਸ਼ਾਨਾ ਸਿੱਖੀ ਹੈ। ਆਗੂਆਂ ਨੇ ਕਿਹਾ ਕਿ ਪੰਜਾਬ ਦੇ ਪਾਣੀਆਂ, ਜਵਾਨੀ ਅਤੇ ਵਿਰਸੇ ਨੂੰ ਤਬਾਹ ਕਰਨ ਦੀਆਂ ਸਾਜ਼ਿਸ਼ਾਂ ਰਚੀਆਂ ਜਾ ਰਹੀਆਂ ਹਨ। ਉਹਨਾਂ ਨੇ ਸਿੱਖ ਕੌਮ ਨੂੰ ਇੱਕਜੁੱਟ ਹੋਣ ਦੀ ਅਪੀਲ ਕੀਤੀ ਅਤੇ ਕਿਹਾ ਕਿ ਸੱਚ ਦੀ ਆਵਾਜ਼ ਨੂੰ ਦਬਾਇਆ ਨਹੀਂ ਜਾ ਸਕਦਾ। (766, 232, 940, 335)
article-9-photo (374, 986, 592, 1146)
article-12-body-right: ਖਰੜ 22 ਅਪ੍ਰੈਲ (ਜਗਵਿੰਦਰ ਸਿੰਘ) - ਚੰਡੀਗੜ੍ਹ ਯੂਨੀਵਰਸਿਟੀ ਦਾ ਦੋ ਰੋਜ਼ਾ ਸੀਯੂ ਫੈਸਟ-2025 ਰੰਗਾਰੰਗ ਪੇਸ਼ਕਾਰੀਆਂ ਨਾਲ ਸਮਾਪਤ ਹੋ ਗਿਆ। ਇਸ ਫੈਸਟ ਵਿੱਚ ਦੇਸ਼ ਭਰ ਤੋਂ ਵਿਦਿਆਰਥੀਆਂ ਨੇ ਭਾਗ ਲਿਆ ਅਤੇ ਭੰਗੜਾ, ਗਿੱਧਾ, ਨਾਟਕ ਅਤੇ ਸੰਗੀਤ ਦੀਆਂ ਪੇਸ਼ਕਾਰੀਆਂ ਨਾਲ ਸਮਾਂ ਬੰਨ੍ਹਿਆ। ਜੇਤੂ ਵਿਦਿਆਰਥੀਆਂ ਨੂੰ ਇਨਾਮ ਦੇ ਕੇ ਸਨਮਾਨਿਤ ਕੀਤਾ ਗਿਆ। (256, 1270, 342, 1394)
article-8-body: ਸਿੱਖਿਆ ਫ਼ੇਟ, 22 ਅਪ੍ਰੈਲ - ਪੰਥਕ ਆਗੂਆਂ ਨੇ ਕਿਹਾ ਕਿ ਬੇਅਦਬੀ ਦੀਆਂ ਘਟਨਾਵਾਂ ਨੂੰ ਰੋਕਣ ਲਈ ਸਰਕਾਰਾਂ ਅਤੇ ਪ੍ਰਸਾਸ਼ਨ ਉੱਤੇ ਟੇਕ ਰੱਖਣ ਦੀ ਬਜਾਏ ਸੰਗਤਾਂ ਨੂੰ ਖੁਦ ਗੁਰੂ ਸਾਹਿਬ ਜੀ ਦੀ ਪਹਿਰੇਦਾਰੀ ਕਰਨੀ ਚਾਹੀਦੀ ਹੈ। ਉਹਨਾਂ ਕਿਹਾ ਕਿ ਹਰ ਪਿੰਡ ਵਿੱਚ ਗੁਰਦੁਆਰਾ ਸਾਹਿਬ ਦੀ ਸੁਰੱਖਿਆ ਲਈ ਕਮੇਟੀਆਂ ਬਣਾਈਆਂ ਜਾਣ। (604, 850, 854, 891)
section-divider (6, 340, 940, 342)
article-9-body-bottom: ਪੱਟੀ, 22 ਅਪ੍ਰੈਲ (ਰਜਿੰਦਰ ਸਿੰਘ ਰਾਜਾ) - ਸ਼੍ਰੋਮਣੀ ਗੁਰਦੁਆਰਾ ਪ੍ਰਬੰਧਕ ਕਮੇਟੀ ਵੱਲੋਂ ਧਰਮ ਪ੍ਰਚਾਰ ਲਹਿਰ ਤਹਿਤ ਕਰਵਾਏ ਗਏ ਅੰਮ੍ਰਿਤ ਸੰਚਾਰ ਸਮਾਗਮ ਵਿੱਚ 119 ਪ੍ਰਾਣੀਆਂ ਨੇ ਖੰਡੇ ਬਾਟੇ ਦਾ ਅੰਮ੍ਰਿਤ ਛਕ ਕੇ ਗੁਰੂ ਵਾਲੇ ਬਣਨ ਦਾ ਮਾਣ ਪ੍ਰਾਪਤ ਕੀਤਾ। ਇਸ ਮੌਕੇ ਪੰਜ ਪਿਆਰੇ ਸਾਹਿਬਾਨ ਵੱਲੋਂ ਮਰਯਾਦਾ ਅਨੁਸਾਰ ਅੰਮ੍ਰਿਤ ਸੰਚਾਰ ਕੀਤਾ ਗਿਆ। ਪ੍ਰਚਾਰਕਾਂ ਨੇ ਸੰਗਤਾਂ ਨੂੰ ਗੁਰਮਤਿ ਦੇ ਧਾਰਨੀ ਬਣਨ ਅਤੇ ਨਸ਼ਿਆਂ ਤੋਂ ਦੂਰ ਰਹਿਣ ਦੀ ਪ੍ਰੇਰਨਾ ਦਿੱਤੀ। ਅੰਮ੍ਰਿਤਧਾਰੀ ਪ੍ਰਾਣੀਆਂ ਨੂੰ ਕਕਾਰ ਅਤੇ ਧਾਰਮਿਕ ਸਾਹਿਤ ਭੇਟ ਕੀਤਾ ਗਿਆ। ਇਸ ਸਮਾਗਮ ਵਿੱਚ ਇਲਾਕੇ ਦੀਆਂ ਧਾਰਮਿਕ ਸ਼ਖ਼ਸੀਅਤਾਂ ਅਤੇ ਸੰਗਤਾਂ ਨੇ ਵੱਡੀ ਗਿਣਤੀ ਵਿੱਚ ਸ਼ਮੂਲੀਅਤ ਕੀਤੀ ਅਤੇ ਗੁਰੂ ਕਾ ਲੰਗਰ ਅਤੁੱਟ ਵਰਤਿਆ। (374, 1150, 818, 1201)
article-6-body: ਅੰਮ੍ਰਿਤਸਰ, 22 ਅਪ੍ਰੈਲ - ਜਥੇਦਾਰ ਹਵਾਰਾ ਕਮੇਟੀ ਦੇ ਆਗੂਆਂ ਨੇ ਕਿਹਾ ਕਿ ਭਾਈ ਅੰਮ੍ਰਿਤਪਾਲ ਸਿੰਘ ਅਤੇ ਸਾਥੀਆਂ ਉੱਤੇ ਐਨ ਐਸ ਏ ਵਿੱਚ ਵਾਧਾ ਕਰਨਾ ਮਨੁੱਖੀ ਅਧਿਕਾਰਾਂ ਦੀ ਘੋਰ ਉਲੰਘਣਾ ਹੈ। ਉਹਨਾਂ ਕਿਹਾ ਕਿ ਸਰਕਾਰ ਸਿੱਖ ਨੌਜਵਾਨਾਂ ਨਾਲ ਵਿਤਕਰਾ ਕਰ ਰਹੀ ਹੈ ਅਤੇ ਇਸ ਵਿਰੁੱਧ ਸੰਘਰਸ਼ ਜਾਰੀ ਰਹੇਗਾ। (6, 856, 346, 886)
article-12-headline-box (6, 1214, 342, 1266)
article-4-subhead: ਇਕਾਗਰਤਾ ਤੇ ਭਾਵਨਾ ਨਾਲ ਗੁਰਬਾਣੀ ਪੜ੍ਹ-ਸੁਣਕੇ ਬਖਸ਼ਿਸ਼ ਹੁੰਦੀ : ਸੰਤ ਬਾਬਾ ਗੁਰਜੀਤ ਸਿੰਘ ਨਾਨਕਸਰ (325, 393, 639, 403)
article-4-photo-2 (484, 408, 728, 578)
article-5-headline-box (734, 346, 940, 410)
article-12-body-left: ਖਰੜ 22 ਅਪ੍ਰੈਲ (ਜਗਵਿੰਦਰ ਸਿੰਘ) - ਚੰਡੀਗੜ੍ਹ ਯੂਨੀਵਰਸਿਟੀ ਦਾ ਦੋ ਰੋਜ਼ਾ ਸੀਯੂ ਫੈਸਟ-2025 ਰੰਗਾਰੰਗ ਪੇਸ਼ਕਾਰੀਆਂ ਨਾਲ ਸਮਾਪਤ ਹੋ ਗਿਆ। ਇਸ ਫੈਸਟ ਵਿੱਚ ਦੇਸ਼ ਭਰ ਤੋਂ ਵਿਦਿਆਰਥੀਆਂ ਨੇ ਭਾਗ ਲਿਆ ਅਤੇ ਭੰਗੜਾ, ਗਿੱਧਾ, ਨਾਟਕ ਅਤੇ ਸੰਗੀਤ ਦੀਆਂ ਪੇਸ਼ਕਾਰੀਆਂ ਨਾਲ ਸਮਾਂ ਬੰਨ੍ਹਿਆ। ਜੇਤੂ ਵਿਦਿਆਰਥੀਆਂ ਨੂੰ ਇਨਾਮ ਦੇ ਕੇ ਸਨਮਾਨਿਤ ਕੀਤਾ ਗਿਆ। (6, 1270, 56, 1499)
article-14-headline-box (624, 1214, 940, 1240)
article-6-photo (6, 752, 346, 852)
article-4-subhead-box (236, 393, 728, 407)
article-8-headline: ਸਰਕਾਰਾਂ, ਪ੍ਰਸਾਸ਼ਨ ਤੇ ਟੇਕ ਰੱਖਣ ਦੀ ਬਜਾਏ ਜੇਕਰ ਸੰਗਤਾਂ ਕਰਨ ਖੁਦ ਗੁਰੂ ਸਾਹਿਬ ਜੀ ਦੀ ਪਹਿਰੇਦਾਰੀ ਤਾਂ ਬੇਅਦਬੀ ਨੂੰ ਠੱਲ ਪੈ ਸਕਦੀ : ਪੰਥਕ ਆਗੂ (618, 701, 926, 729)
registration-mark (8, 1498, 16, 1506)
color-swatch (244, 1499, 266, 1505)
article-11-headline: ਰਾੜਾ ਸਾਹਿਬ ਵਿਖੇ ਸ੍ਰੀ ਗੁਰੂ ਅਰਜਨ ਦੇਵ ਜੀ ਦਾ ਪ੍ਰਕਾਸ਼ ਪੁਰਬ ਬੜੀ ਸ਼ਰਧਾ ਭਾਵਨਾ ਨਾਲ ਮਨਾਇਆ (720, 1072, 940, 1097)
article-14-body-left: ਜਲੰਧਰ, 22 ਅਪ੍ਰੈਲ - ਸ਼ੇਰੇ-ਏ-ਪੰਜਾਬ ਮਾਰਕਿਟ ਕਲਾਥ ਮਰਚੈਂਟ ਐਸੋਸੀਏਸ਼ਨ ਦੀ ਇੱਕ ਅਹਿਮ ਮੀਟਿੰਗ ਹੋਈ ਜਿਸ ਵਿੱਚ ਵਪਾਰੀਆਂ ਦੀਆਂ ਸਮੱਸਿਆਵਾਂ ਉੱਤੇ ਵਿਚਾਰ ਚਰਚਾ ਕੀਤੀ ਗਈ। ਮੀਟਿੰਗ ਵਿੱਚ ਫ਼ੈਸਲਾ ਲਿਆ ਗਿਆ ਕਿ ਸਾਲ ਮਿਤੀ 26, 27, 28 ਅਤੇ 29 ਜੂਨ 2025 ਨੂੰ ਧਾਰਮਿਕ ਸਮਾਗਮ ਕਰਵਾਇਆ ਜਾਵੇਗਾ। (624, 1244, 696, 1379)
article-13-photo (348, 1258, 498, 1358)
article-2-subhead-box (476, 100, 940, 116)
page-number: 8 (4, 2, 34, 30)
article-2-photo (594, 118, 764, 228)
article-13-headline-box (348, 1214, 618, 1254)
article-14-headline: ਸ਼ੇਰੇ-ਏ-ਪੰਜਾਬ ਮਾਰਕਿਟ ਕਲਾਥ ਮਰਚੈਂਟ ਐਸੋਸੀਏਸ਼ਨ ਦੀ ਹੋਈ ਮੀਟਿੰਗ (644, 1213, 920, 1226)
section-divider (6, 942, 940, 943)
article-11-headline-box (720, 1072, 940, 1108)
